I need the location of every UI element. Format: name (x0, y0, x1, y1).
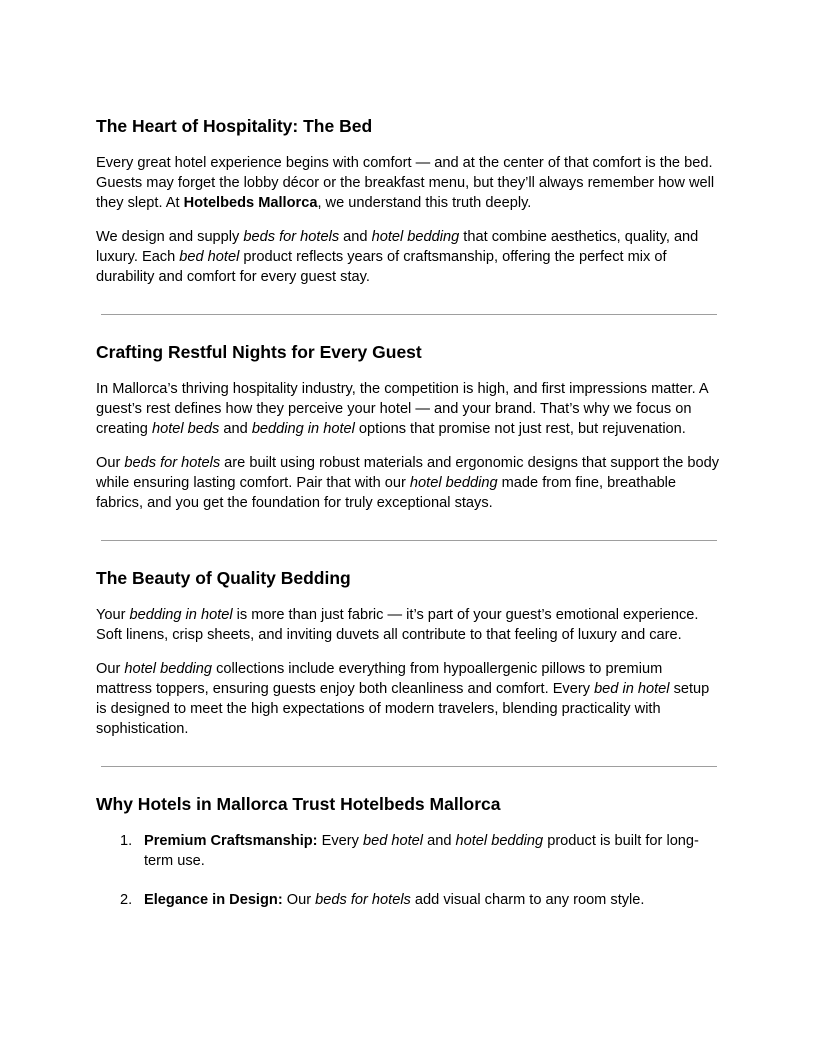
section-heading: The Beauty of Quality Bedding (96, 568, 351, 588)
list-item: 2. Elegance in Design: Our beds for hotels add visual charm to any room style. (120, 892, 645, 908)
paragraph: In Mallorca’s thriving hospitality industry, the competition is high, and first impressions matter. A guest’s rest defines how they perceive your hotel — and your brand. That’s why we focus on creating hotel beds and bedding in hotel options that promise not just rest, but rejuvenation. (96, 381, 708, 437)
section-restful-nights (96, 341, 720, 513)
list-number: 2. (120, 892, 133, 908)
section-heading: Why Hotels in Mallorca Trust Hotelbeds Mallorca (96, 794, 501, 814)
paragraph: Our beds for hotels are built using robust materials and ergonomic designs that support the body while ensuring lasting comfort. Pair that with our hotel bedding made from fine, breathable fabrics, and you get the foundation for truly exceptional stays. (96, 455, 720, 511)
bold-brand-name: Hotelbeds Mallorca (183, 195, 318, 211)
section-heart-of-hospitality (96, 115, 720, 287)
horizontal-divider (101, 314, 717, 315)
paragraph: We design and supply beds for hotels and hotel bedding that combine aesthetics, quality, and luxury. Each bed hotel product reflects years of craftsmanship, offering the perfect mix of durability and comfort for every guest stay. (96, 229, 699, 285)
paragraph: Every great hotel experience begins with comfort — and at the center of that comfort is the bed. Guests may forget the lobby décor or the breakfast menu, but they’ll always remember how well they slept. At Hotelbeds Mallorca, we understand this truth deeply. (96, 155, 715, 211)
section-why-hotels-trust (96, 793, 720, 910)
document-page (96, 115, 720, 929)
horizontal-divider (101, 540, 717, 541)
section-heading: The Heart of Hospitality: The Bed (96, 116, 373, 136)
horizontal-divider (101, 766, 717, 767)
section-heading: Crafting Restful Nights for Every Guest (96, 342, 422, 362)
section-quality-bedding (96, 567, 720, 739)
list-item: 1. Premium Craftsmanship: Every bed hotel and hotel bedding product is built for long-term use. (120, 833, 699, 869)
list-number: 1. (120, 833, 133, 849)
numbered-list (96, 831, 720, 910)
paragraph: Our hotel bedding collections include everything from hypoallergenic pillows to premium mattress toppers, ensuring guests enjoy both cleanliness and comfort. Every bed in hotel setup is designed to meet the high expectations of modern travelers, blending practicality with sophistication. (96, 661, 710, 737)
paragraph: Your bedding in hotel is more than just fabric — it’s part of your guest’s emotional experience. Soft linens, crisp sheets, and inviting duvets all contribute to that feeling of luxury and care. (96, 607, 699, 643)
